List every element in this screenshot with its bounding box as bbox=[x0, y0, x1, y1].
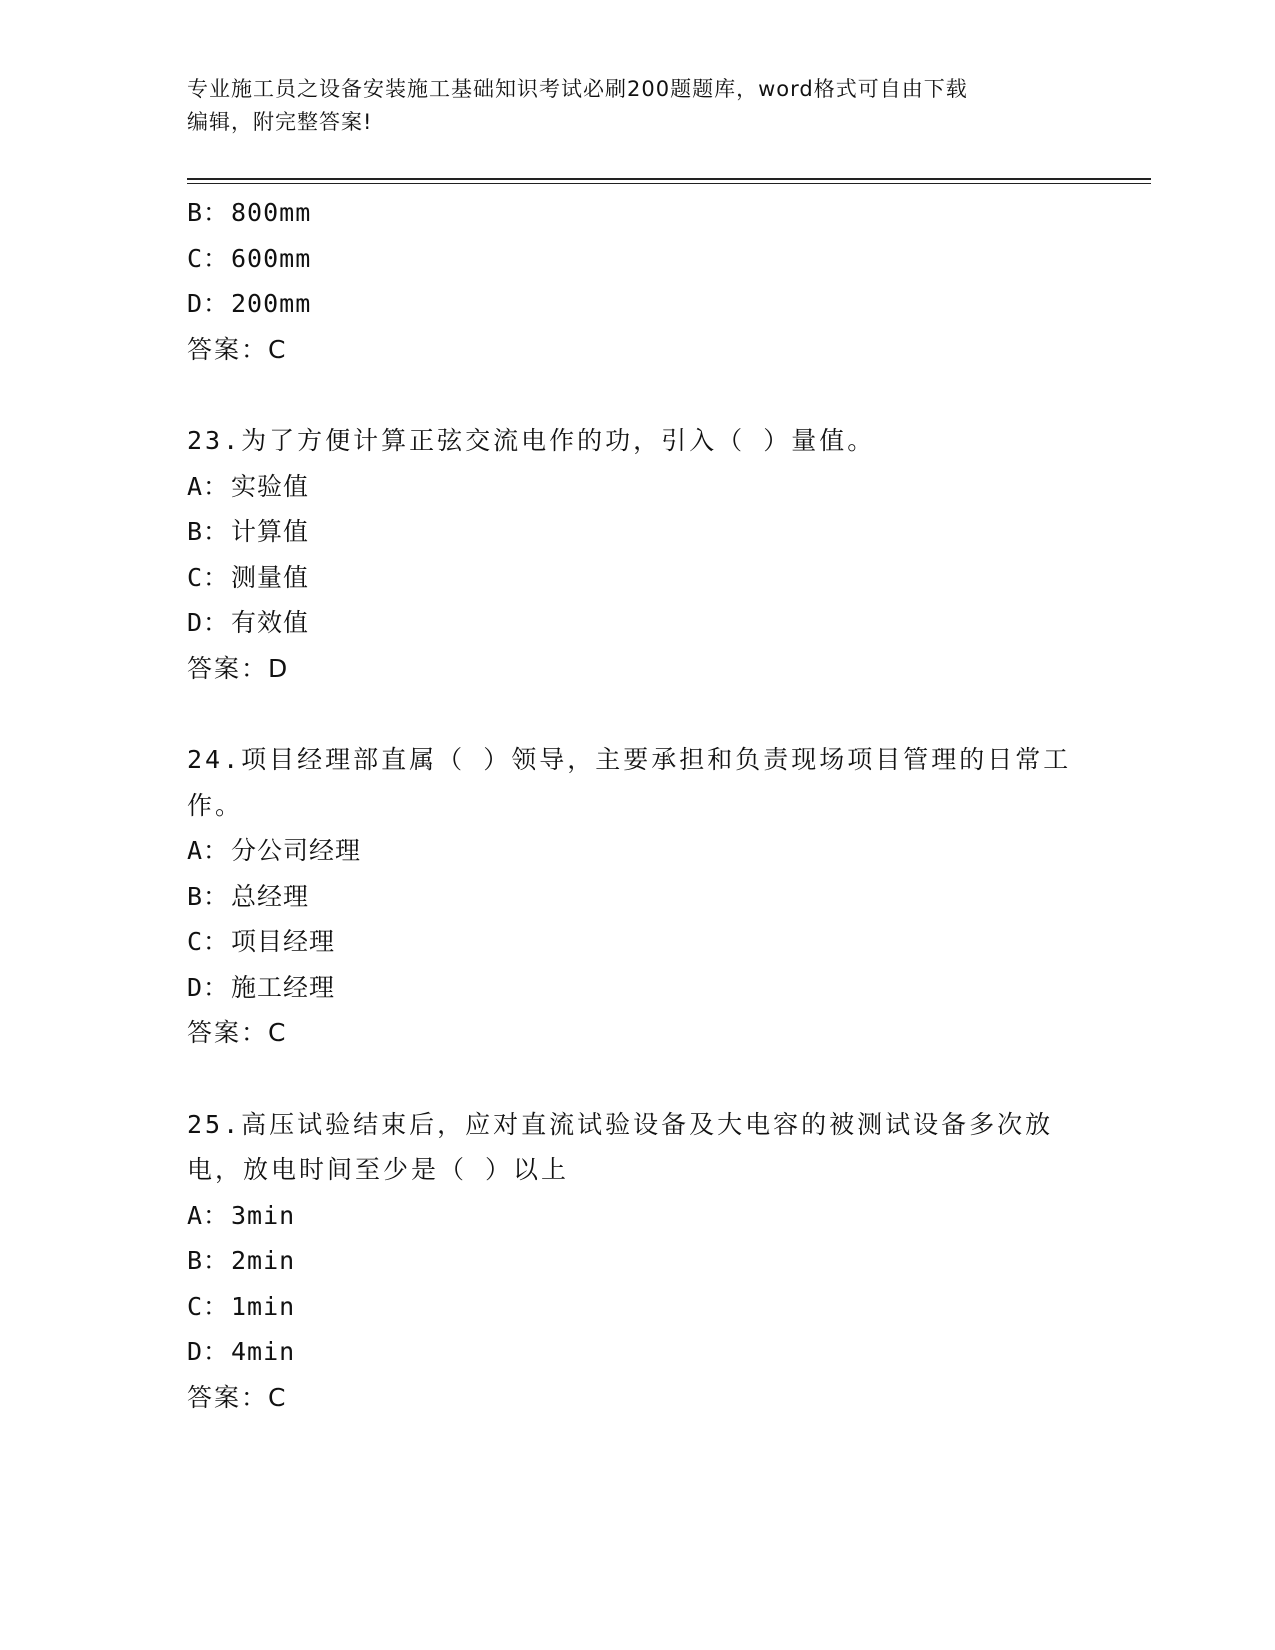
option-text: 200mm bbox=[231, 289, 312, 318]
option-label: C： bbox=[187, 1291, 230, 1321]
header-divider-thick bbox=[187, 178, 1151, 180]
option-label: B： bbox=[187, 198, 230, 227]
option-d bbox=[187, 600, 1087, 646]
answer-line: 答案：D bbox=[187, 653, 290, 683]
option-text: 1min bbox=[231, 1291, 296, 1321]
option-text: 4min bbox=[231, 1337, 296, 1366]
option-d bbox=[187, 281, 1087, 327]
question-list bbox=[187, 190, 1087, 1420]
question-text: 23.为了方便计算正弦交流电作的功，引入（ ）量值。 bbox=[187, 426, 876, 455]
document-header bbox=[187, 73, 1087, 139]
header-divider-thin bbox=[187, 183, 1151, 184]
option-text: 施工经理 bbox=[231, 972, 336, 1002]
option-b bbox=[187, 190, 1087, 236]
answer-line: 答案：C bbox=[187, 334, 288, 364]
option-label: A： bbox=[187, 471, 230, 501]
option-text: 有效值 bbox=[231, 608, 310, 637]
option-d bbox=[187, 965, 1087, 1011]
question-22-continued bbox=[187, 190, 1087, 372]
option-label: A： bbox=[187, 1200, 230, 1230]
header-title-line-2: 编辑，附完整答案! bbox=[187, 110, 373, 134]
question-25 bbox=[187, 1102, 1087, 1421]
option-b bbox=[187, 874, 1087, 920]
question-text: 24.项目经理部直属（ ）领导，主要承担和负责现场项目管理的日常工作。 bbox=[187, 745, 1072, 820]
option-b bbox=[187, 509, 1087, 555]
option-a bbox=[187, 1193, 1087, 1239]
option-text: 3min bbox=[231, 1200, 296, 1230]
option-text: 计算值 bbox=[231, 517, 310, 546]
option-label: B： bbox=[187, 881, 230, 911]
option-text: 总经理 bbox=[231, 881, 310, 911]
option-text: 测量值 bbox=[231, 562, 310, 592]
option-label: B： bbox=[187, 517, 230, 546]
answer-line: 答案：C bbox=[187, 1018, 288, 1047]
option-c bbox=[187, 1284, 1087, 1330]
header-title-line-1: 专业施工员之设备安装施工基础知识考试必刷200题题库，word格式可自由下载 bbox=[187, 77, 968, 101]
option-label: C： bbox=[187, 927, 230, 956]
answer-line: 答案：C bbox=[187, 1382, 288, 1412]
option-text: 实验值 bbox=[231, 471, 310, 501]
option-label: C： bbox=[187, 243, 230, 273]
option-label: C： bbox=[187, 562, 230, 592]
option-label: D： bbox=[187, 608, 230, 637]
option-text: 分公司经理 bbox=[231, 836, 362, 865]
option-label: A： bbox=[187, 836, 230, 865]
option-label: D： bbox=[187, 972, 230, 1002]
option-text: 2min bbox=[231, 1246, 296, 1275]
option-text: 600mm bbox=[231, 243, 312, 273]
option-c bbox=[187, 919, 1087, 965]
option-c bbox=[187, 236, 1087, 282]
option-label: D： bbox=[187, 1337, 230, 1366]
option-b bbox=[187, 1238, 1087, 1284]
option-a bbox=[187, 464, 1087, 510]
option-text: 800mm bbox=[231, 198, 312, 227]
option-label: B： bbox=[187, 1246, 230, 1275]
option-text: 项目经理 bbox=[231, 927, 336, 956]
question-text: 25.高压试验结束后，应对直流试验设备及大电容的被测试设备多次放电，放电时间至少是（ ）以上 bbox=[187, 1109, 1054, 1184]
option-label: D： bbox=[187, 289, 230, 318]
question-23 bbox=[187, 418, 1087, 691]
option-d bbox=[187, 1329, 1087, 1375]
option-c bbox=[187, 555, 1087, 601]
question-24 bbox=[187, 737, 1087, 1056]
option-a bbox=[187, 828, 1087, 874]
